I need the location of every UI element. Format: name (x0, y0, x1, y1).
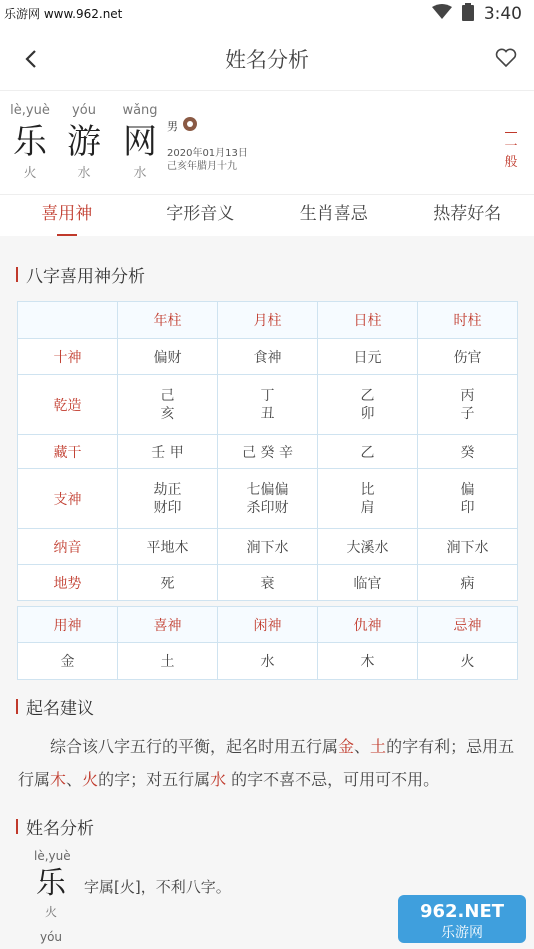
table-row (18, 302, 518, 339)
watermark-top: 962.NET (419, 901, 505, 922)
char-element: 水 (133, 166, 147, 181)
yongshen-table (17, 606, 518, 680)
status-site-label: 乐游网 www.962.net (4, 7, 123, 21)
bazi-section-title (16, 262, 145, 287)
table-cell (118, 375, 218, 435)
advice-text: 的字有利；忌用五行属 (18, 737, 515, 789)
section-title-text: 起名建议 (26, 699, 94, 719)
table-cell: 涧下水 (418, 529, 518, 565)
heart-icon (495, 48, 517, 68)
char-pinyin: wǎng (122, 103, 158, 118)
table-cell: 平地木 (118, 529, 218, 565)
favorite-button[interactable] (492, 44, 520, 72)
cell-line: 肩 (360, 499, 375, 516)
section-title-text: 姓名分析 (26, 819, 94, 839)
tab-label: 字形音义 (166, 204, 235, 224)
rating-mark (505, 132, 517, 133)
table-row (18, 565, 518, 601)
column-header: 仇神 (318, 607, 418, 643)
bazi-table (17, 301, 518, 601)
table-cell (218, 469, 318, 529)
cell-line: 杀印财 (246, 499, 289, 516)
cell-line: 己 (160, 387, 175, 404)
watermark-bottom: 乐游网 (441, 925, 483, 941)
row-header: 纳音 (18, 529, 118, 565)
char-glyph: 网 (123, 122, 157, 162)
table-row (18, 469, 518, 529)
cell-line: 丁 (260, 387, 275, 404)
tab-xiyongshen[interactable] (0, 196, 134, 236)
content-area (0, 236, 534, 949)
nav-bar (0, 28, 534, 90)
status-right (432, 3, 522, 25)
table-row (18, 375, 518, 435)
cell-line: 乙 (360, 387, 375, 404)
advice-text: 的字；对五行属 (98, 770, 211, 789)
gender-row (167, 116, 248, 135)
table-cell: 病 (418, 565, 518, 601)
char-pinyin: lè,yuè (34, 849, 71, 863)
table-cell: 水 (218, 643, 318, 680)
element-highlight: 金 (338, 737, 355, 756)
cell-line: 亥 (160, 405, 175, 422)
table-cell: 乙 (318, 435, 418, 469)
table-cell: 木 (318, 643, 418, 680)
table-cell: 死 (118, 565, 218, 601)
name-char-2 (54, 102, 114, 184)
advice-text: 、 (354, 737, 371, 756)
tab-label: 生肖喜忌 (299, 204, 368, 224)
cell-line: 劫正 (153, 481, 182, 498)
cell-line: 子 (460, 405, 475, 422)
element-highlight: 土 (370, 737, 387, 756)
cell-line: 丙 (460, 387, 475, 404)
cell-line: 丑 (260, 405, 275, 422)
cell-line: 七偏偏 (246, 481, 289, 498)
table-cell: 伤官 (418, 339, 518, 375)
section-mark (16, 819, 18, 834)
name-rating (504, 132, 518, 171)
next-char-pinyin: yóu (39, 930, 63, 944)
tab-rejian[interactable] (401, 196, 534, 236)
advice-section-title (16, 694, 94, 719)
site-watermark (398, 895, 526, 943)
tab-label: 热荐好名 (433, 204, 502, 224)
table-cell: 火 (418, 643, 518, 680)
tab-shengxiao[interactable] (267, 196, 401, 236)
section-mark (16, 699, 18, 714)
name-char-1 (0, 102, 60, 184)
column-header: 时柱 (418, 302, 518, 339)
nav-divider (0, 90, 534, 91)
page-title: 姓名分析 (225, 48, 309, 72)
row-header: 藏干 (18, 435, 118, 469)
column-header: 月柱 (218, 302, 318, 339)
table-cell (218, 375, 318, 435)
tab-label: 喜用神 (41, 204, 93, 224)
row-header: 十神 (18, 339, 118, 375)
advice-text: 的字不喜不忌，可用可不用。 (226, 770, 440, 789)
char-glyph: 乐 (13, 122, 47, 162)
table-cell: 食神 (218, 339, 318, 375)
table-row (18, 643, 518, 680)
table-cell: 大溪水 (318, 529, 418, 565)
advice-text: 、 (66, 770, 83, 789)
tab-zixing[interactable] (134, 196, 268, 236)
status-time: 3:40 (483, 4, 522, 24)
cell-line: 印 (460, 499, 475, 516)
analysis-section-title (16, 814, 94, 839)
column-header: 用神 (18, 607, 118, 643)
table-cell: 临官 (318, 565, 418, 601)
table-cell: 偏财 (118, 339, 218, 375)
analysis-text: 字属[火]，不利八字。 (84, 878, 231, 896)
gender-label: 男 (167, 119, 178, 133)
table-cell (418, 375, 518, 435)
naming-advice (18, 730, 518, 796)
row-header: 乾造 (18, 375, 118, 435)
lunar-date: 己亥年腊月十九 (167, 161, 237, 172)
status-bar (0, 0, 534, 28)
advice-text: 综合该八字五行的平衡，起名时用五行属 (50, 737, 339, 756)
birth-date: 2020年01月13日 (167, 148, 248, 159)
table-row (18, 339, 518, 375)
element-highlight: 木 (50, 770, 67, 789)
row-header: 地势 (18, 565, 118, 601)
table-cell (318, 469, 418, 529)
char-pinyin: lè,yuè (10, 103, 50, 118)
element-highlight: 水 (210, 770, 227, 789)
table-cell: 金 (18, 643, 118, 680)
column-header: 忌神 (418, 607, 518, 643)
char-element: 火 (23, 166, 37, 181)
table-cell (318, 375, 418, 435)
tab-bar (0, 196, 534, 236)
header-divider (0, 194, 534, 195)
table-row (18, 435, 518, 469)
char-element: 水 (77, 166, 91, 181)
row-header: 支神 (18, 469, 118, 529)
section-mark (16, 267, 18, 282)
table-cell: 癸 (418, 435, 518, 469)
table-cell (418, 469, 518, 529)
table-cell: 日元 (318, 339, 418, 375)
cell-line: 卯 (360, 405, 375, 422)
element-highlight: 火 (82, 770, 99, 789)
column-header: 日柱 (318, 302, 418, 339)
column-header: 闲神 (218, 607, 318, 643)
char-glyph: 游 (67, 122, 101, 162)
table-cell: 衰 (218, 565, 318, 601)
char-pinyin: yóu (72, 103, 96, 118)
battery-icon (462, 3, 474, 25)
zodiac-pig-icon (182, 116, 198, 135)
char-element: 火 (44, 905, 57, 919)
table-row (18, 607, 518, 643)
birth-info (167, 116, 248, 173)
name-header (0, 96, 534, 192)
table-cell (118, 469, 218, 529)
char-glyph: 乐 (36, 866, 66, 901)
cell-line: 偏 (460, 481, 475, 498)
rating-text: 一般 (504, 139, 518, 170)
name-char-3 (110, 102, 170, 184)
table-cell: 涧下水 (218, 529, 318, 565)
table-cell: 壬 甲 (118, 435, 218, 469)
column-header: 年柱 (118, 302, 218, 339)
table-row (18, 529, 518, 565)
cell-line: 比 (360, 481, 375, 498)
table-cell: 己 癸 辛 (218, 435, 318, 469)
table-corner (18, 302, 118, 339)
cell-line: 财印 (153, 499, 182, 516)
section-title-text: 八字喜用神分析 (26, 267, 145, 287)
column-header: 喜神 (118, 607, 218, 643)
analysis-char (34, 848, 71, 920)
wifi-icon (432, 4, 452, 24)
table-cell: 土 (118, 643, 218, 680)
